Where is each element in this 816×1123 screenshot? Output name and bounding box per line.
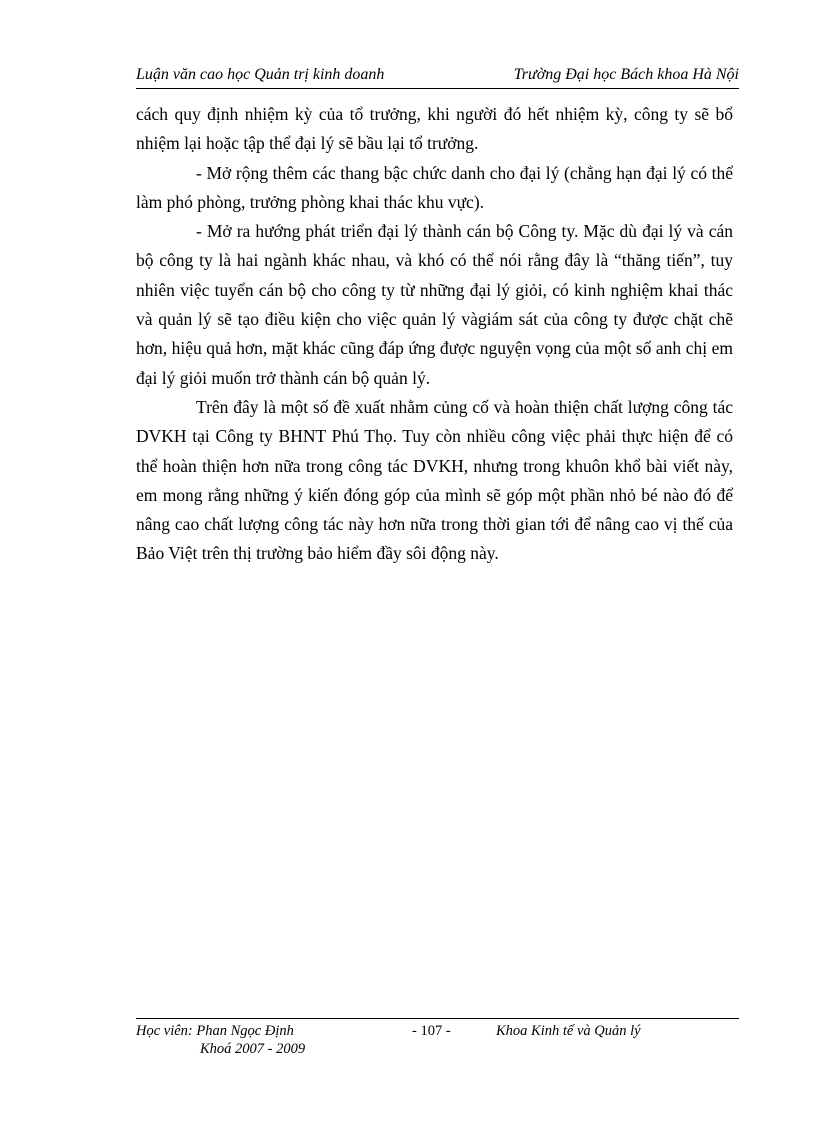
page-body [136, 100, 733, 569]
header-university: Trường Đại học Bách khoa Hà Nội [513, 66, 739, 83]
page-footer [136, 1018, 739, 1079]
header-thesis-title: Luận văn cao học Quản trị kinh doanh [136, 66, 385, 83]
paragraph-agent-career: - Mở ra hướng phát triển đại lý thành cán bộ Công ty. Mặc dù đại lý và cán bộ công ty là hai ngành khác nhau, và khó có thể nói rằng đây là “thăng tiến”, tuy nhiên việc tuyển cán bộ cho công ty từ những đại lý giỏi, có kinh nghiệm khai thác và quản lý sẽ tạo điều kiện cho việc quản lý vàgiám sát của công ty được chặt chẽ hơn, hiệu quả hơn, mặt khác cũng đáp ứng được nguyện vọng của một số anh chị em đại lý giỏi muốn trở thành cán bộ quản lý. [136, 221, 733, 388]
page-number: - 107 - [412, 1023, 451, 1039]
page-header [136, 62, 739, 89]
paragraph-expand-titles: - Mở rộng thêm các thang bậc chức danh cho đại lý (chẳng hạn đại lý có thể làm phó phòng, trưởng phòng khai thác khu vực). [136, 162, 733, 212]
footer-faculty: Khoa Kinh tế và Quản lý [496, 1023, 641, 1039]
footer-course-years: Khoá 2007 - 2009 [200, 1041, 306, 1057]
paragraph-continuation: cách quy định nhiệm kỳ của tổ trưởng, khi người đó hết nhiệm kỳ, công ty sẽ bổ nhiệm lại hoặc tập thể đại lý sẽ bầu lại tổ trưởng. [136, 104, 733, 154]
footer-student-name: Học viên: Phan Ngọc Định [136, 1023, 294, 1039]
paragraph-conclusion: Trên đây là một số đề xuất nhằm củng cố và hoàn thiện chất lượng công tác DVKH tại Công ty BHNT Phú Thọ. Tuy còn nhiều công việc phải thực hiện để có thể hoàn thiện hơn nữa trong công tác DVKH, nhưng trong khuôn khổ bài viết này, em mong rằng những ý kiến đóng góp của mình sẽ góp một phần nhỏ bé nào đó để nâng cao chất lượng công tác này hơn nữa trong thời gian tới để nâng cao vị thế của Bảo Việt trên thị trường bảo hiểm đầy sôi động này. [136, 396, 733, 564]
